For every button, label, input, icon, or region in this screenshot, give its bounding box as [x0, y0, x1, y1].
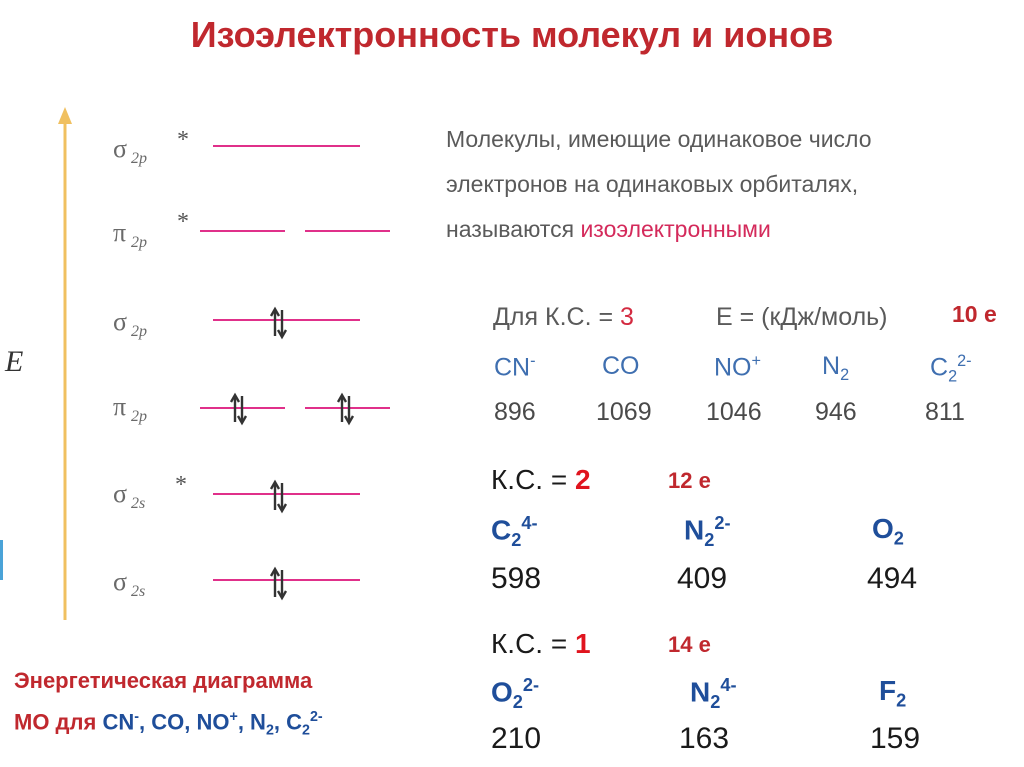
mo-energy-diagram — [0, 0, 430, 640]
ks-prefix: К.С. = — [491, 464, 575, 495]
level-pi2p — [113, 392, 390, 425]
level-sigma2p-star — [113, 127, 360, 167]
group1-molecule-f2: $F_2$ — [879, 675, 907, 711]
definition-text — [446, 117, 1016, 252]
level-sigma2p — [113, 307, 360, 340]
group3-energy-co: 1069 — [596, 398, 652, 426]
group1-molecule-n2: $N_2^{4-}$ — [690, 675, 737, 712]
caption-line-1: Энергетическая диаграмма — [14, 668, 313, 693]
level-symbol: σ — [113, 479, 128, 508]
definition-line-3 — [446, 207, 1016, 252]
definition-line-1: Молекулы, имеющие одинаковое число — [446, 126, 872, 152]
group1-molecule-o2: $O_2^{2-}$ — [491, 675, 540, 712]
group1-energy-o2: 210 — [491, 722, 542, 755]
group2-molecule-o2: $O_2$ — [872, 513, 904, 549]
group2-molecule-n2: $N_2^{2-}$ — [684, 513, 731, 550]
ks-prefix: К.С. = — [491, 628, 575, 659]
caption-line-2: МО для CN-, CO, NO+, $N_2$, $C_2^{2-}$ — [14, 709, 323, 739]
ks-value: 1 — [575, 628, 591, 659]
level-symbol: π — [113, 392, 127, 421]
level-subscript: 2p — [131, 408, 147, 425]
group3-energy-header: E = (кДж/моль) — [716, 303, 888, 331]
definition-line-2: электронов на одинаковых орбиталях, — [446, 171, 859, 197]
level-star: * — [177, 209, 189, 235]
group2-energy-o2: 494 — [867, 562, 918, 595]
group2-energy-n2: 409 — [677, 562, 728, 595]
level-subscript: 2s — [131, 495, 146, 512]
diagram-caption — [14, 662, 323, 750]
level-symbol: σ — [113, 567, 128, 596]
ks-prefix: Для К.С. = — [493, 303, 621, 331]
group2-molecule-c2: $C_2^{4-}$ — [491, 513, 538, 550]
level-subscript: 2p — [131, 323, 147, 340]
group1-energy-n2: 163 — [679, 722, 730, 755]
group3-energy-cn: 896 — [494, 398, 536, 426]
group3-bond-order — [493, 303, 634, 332]
ks-value: 2 — [575, 464, 591, 495]
group3-molecule-n2: $N_2$ — [822, 352, 850, 384]
group3-energy-n2: 946 — [815, 398, 857, 426]
energy-axis-label: E — [5, 345, 24, 378]
group2-electron-count: 12 е — [668, 468, 711, 493]
level-symbol: σ — [113, 307, 128, 336]
group3-energy-no: 1046 — [706, 398, 762, 426]
group3-energy-c2: 811 — [925, 398, 965, 426]
slide-title: Изоэлектронность молекул и ионов — [190, 14, 834, 55]
level-sigma2s-star — [113, 472, 360, 512]
group1-energy-f2: 159 — [870, 722, 921, 755]
energy-axis-arrowhead — [58, 107, 72, 124]
level-subscript: 2p — [131, 150, 147, 167]
definition-line-3-prefix: называются — [446, 216, 581, 242]
group3-molecule-c2: $C_2^{2-}$ — [930, 352, 972, 386]
group1-electron-count: 14 е — [668, 632, 711, 657]
level-subscript: 2p — [131, 234, 147, 251]
level-subscript: 2s — [131, 583, 146, 600]
group3-electron-count: 10 е — [952, 301, 997, 327]
ks-value: 3 — [620, 303, 634, 331]
electron-pair — [271, 482, 286, 511]
group3-molecule-no: NO+ — [714, 352, 761, 382]
group2-energy-c2: 598 — [491, 562, 542, 595]
electron-pair — [271, 569, 286, 598]
level-star: * — [177, 127, 189, 153]
level-symbol: σ — [113, 134, 128, 163]
group3-molecule-co: CO — [602, 352, 640, 380]
level-pi2p-star — [113, 209, 390, 251]
electron-pair — [271, 309, 286, 337]
group2-bond-order — [491, 464, 591, 496]
group3-molecule-cn: CN- — [494, 352, 536, 382]
level-sigma2s — [113, 567, 360, 600]
level-star: * — [175, 472, 187, 498]
definition-highlight: изоэлектронными — [580, 216, 771, 242]
group1-bond-order — [491, 628, 591, 660]
level-symbol: π — [113, 218, 127, 247]
